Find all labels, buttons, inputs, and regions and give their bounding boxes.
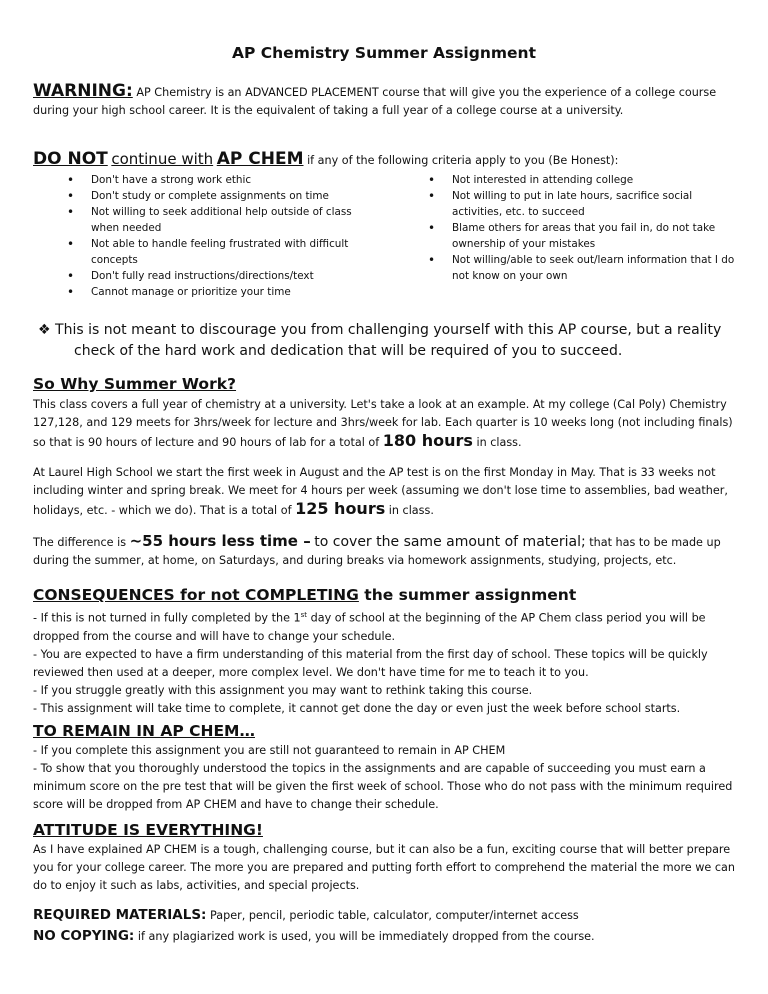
list-item: - If you complete this assignment you are still not guaranteed to remain in AP CHEM bbox=[33, 744, 506, 757]
do-not-apchem: AP CHEM bbox=[216, 149, 304, 169]
summer-heading: So Why Summer Work? bbox=[33, 375, 237, 393]
list-item: • Not willing/able to seek out/learn information that I do not know on your own bbox=[428, 252, 738, 284]
consequences-list bbox=[33, 606, 735, 718]
list-item: - You are expected to have a firm understanding of this material from the first day of school. These topics will be quickly reviewed then used at a deeper, more complex level. We don't have time for me to teach it to you. bbox=[33, 647, 708, 679]
list-item: - This assignment will take time to complete, it cannot get done the day or even just the week before school starts. bbox=[33, 701, 681, 715]
criteria-right-list bbox=[428, 172, 738, 284]
note-line-2: check of the hard work and dedication that will be required of you to succeed. bbox=[74, 343, 623, 359]
no-copying-line: NO COPYING: if any plagiarized work is used, you will be immediately dropped from the course. bbox=[33, 928, 595, 944]
list-item: • Don't have a strong work ethic bbox=[67, 172, 352, 188]
list-item: • Don't fully read instructions/directions/text bbox=[67, 268, 352, 284]
list-item: • Don't study or complete assignments on time bbox=[67, 188, 352, 204]
warning-paragraph bbox=[33, 82, 735, 120]
list-item: • Not willing to seek additional help outside of class when needed bbox=[67, 204, 352, 236]
list-item: - To show that you thoroughly understood the topics in the assignments and are capable of succeeding you must earn a minimum score on the pre test that will be given the first week of school. Those who do not pass with the minimum required score will be dropped from AP CHEM and have to change their schedule. bbox=[33, 762, 733, 811]
list-item: • Not able to handle feeling frustrated with difficult concepts bbox=[67, 236, 352, 268]
summer-paragraph-2: At Laurel High School we start the first week in August and the AP test is on the first Monday in May. That is 33 weeks not including winter and spring break. We meet for 4 hours per week (assuming we don't lose time to assemblies, bad weather, holidays, etc. - which we do). That is a total of 125 hours in class. bbox=[33, 466, 728, 518]
summer-paragraph-3: The difference is ~55 hours less time – to cover the same amount of material; that has to be made up during the summer, at home, on Saturdays, and during breaks via homework assignments, studying, projects, etc. bbox=[33, 532, 721, 567]
criteria-left-list bbox=[67, 172, 352, 300]
warning-label: WARNING: bbox=[33, 81, 133, 101]
list-item: • Not willing to put in late hours, sacrifice social activities, etc. to succeed bbox=[428, 188, 738, 220]
do-not-continue: continue with bbox=[111, 150, 214, 168]
remain-heading: TO REMAIN IN AP CHEM… bbox=[33, 722, 255, 740]
hours-less-time: ~55 hours less time – bbox=[129, 532, 311, 550]
list-item: • Not interested in attending college bbox=[428, 172, 738, 188]
page-title: AP Chemistry Summer Assignment bbox=[232, 44, 536, 62]
summer-paragraph-1: This class covers a full year of chemistry at a university. Let's take a look at an example. At my college (Cal Poly) Chemistry 127,128, and 129 meets for 3hrs/week for lecture and 3hrs/week for lab. Each quarter is 10 weeks long (not including finals) so that is 90 hours of lecture and 90 hours of lab for a total of 180 hours in class. bbox=[33, 398, 733, 450]
list-item: • Cannot manage or prioritize your time bbox=[67, 284, 352, 300]
note-line-1: This is not meant to discourage you from challenging yourself with this AP course, but a reality bbox=[55, 322, 722, 338]
warning-text: AP Chemistry is an ADVANCED PLACEMENT course that will give you the experience of a college course during your high school career. It is the equivalent of taking a full year of a college course at a university. bbox=[33, 86, 717, 117]
do-not-label: DO NOT bbox=[33, 149, 108, 169]
list-item: • Blame others for areas that you fail in, do not take ownership of your mistakes bbox=[428, 220, 738, 252]
materials-label: REQUIRED MATERIALS: bbox=[33, 907, 207, 923]
total-180-hours: 180 hours bbox=[382, 431, 473, 450]
list-item: - If this is not turned in fully completed by the 1st day of school at the beginning of the AP Chem class period you will be dropped from the course and will have to change your schedule. bbox=[33, 611, 706, 643]
do-not-heading bbox=[33, 150, 735, 170]
do-not-criteria-intro: if any of the following criteria apply to you (Be Honest): bbox=[307, 154, 619, 167]
list-item: - If you struggle greatly with this assignment you may want to rethink taking this course. bbox=[33, 683, 533, 697]
remain-list bbox=[33, 742, 735, 814]
consequences-heading: CONSEQUENCES for not COMPLETING the summer assignment bbox=[33, 586, 577, 604]
no-copying-label: NO COPYING: bbox=[33, 928, 135, 944]
reality-check-note bbox=[38, 320, 738, 362]
diamond-bullet-icon: ❖ bbox=[38, 322, 51, 338]
required-materials-line: REQUIRED MATERIALS: Paper, pencil, periodic table, calculator, computer/internet access bbox=[33, 907, 579, 923]
attitude-paragraph: As I have explained AP CHEM is a tough, challenging course, but it can also be a fun, exciting course that will better prepare you for your college career. The more you are prepared and putting forth effort to comprehend the material the more we can do to enjoy it such as labs, activities, and special projects. bbox=[33, 843, 735, 892]
attitude-heading: ATTITUDE IS EVERYTHING! bbox=[33, 821, 263, 839]
total-125-hours: 125 hours bbox=[295, 499, 386, 518]
